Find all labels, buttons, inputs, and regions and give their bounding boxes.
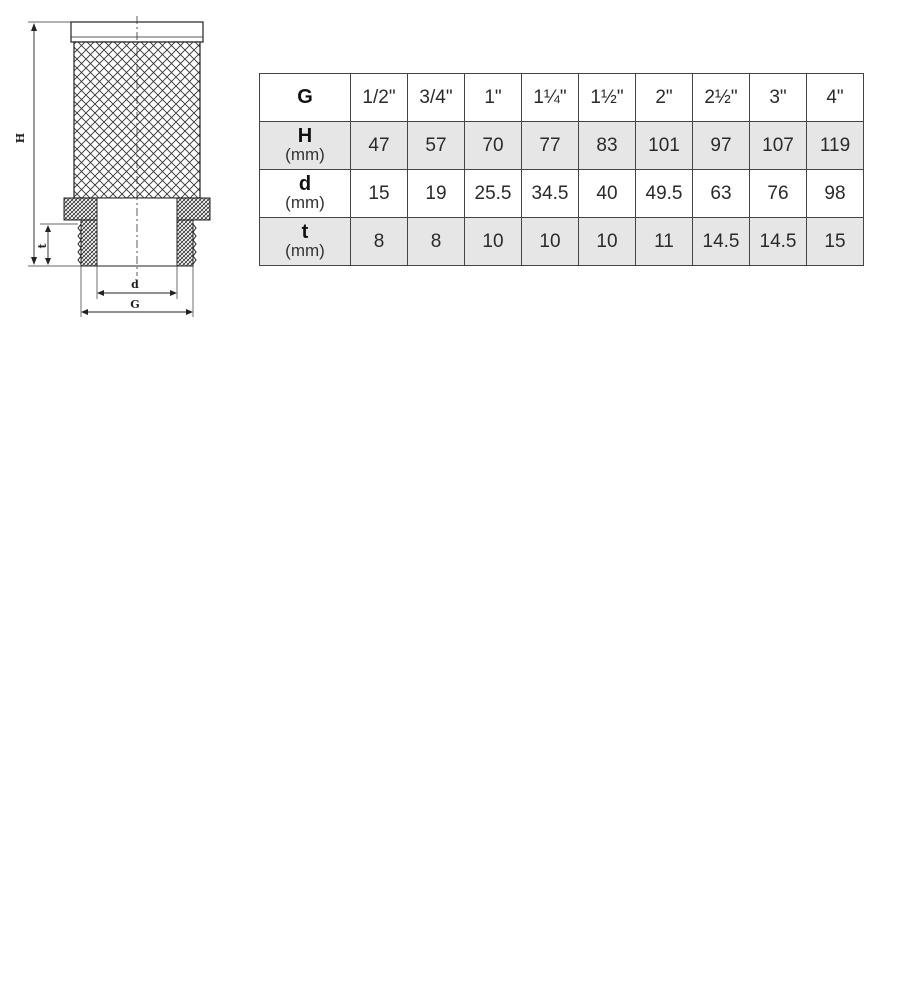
- table-row-thread-length: [260, 218, 864, 266]
- strainer-flange-right: [177, 198, 210, 220]
- table-cell: 1": [465, 74, 522, 122]
- thread-left: [81, 220, 97, 266]
- thread-size-header: G: [260, 74, 351, 122]
- table-cell: 10: [579, 218, 636, 266]
- table-cell: 14.5: [750, 218, 807, 266]
- table-cell: 76: [750, 170, 807, 218]
- dimensions-table: [259, 73, 864, 266]
- table-cell: 77: [522, 122, 579, 170]
- table-cell: 10: [465, 218, 522, 266]
- table-cell: 1½": [579, 74, 636, 122]
- table-cell: 11: [636, 218, 693, 266]
- row-header-height: H (mm): [260, 122, 351, 170]
- table-cell: 3/4": [408, 74, 465, 122]
- row-header-thread-length: t (mm): [260, 218, 351, 266]
- table-cell: 8: [351, 218, 408, 266]
- table-cell: 34.5: [522, 170, 579, 218]
- table-cell: 25.5: [465, 170, 522, 218]
- table-cell: 15: [351, 170, 408, 218]
- table-cell: 4": [807, 74, 864, 122]
- table-cell: 3": [750, 74, 807, 122]
- table-cell: 10: [522, 218, 579, 266]
- table-cell: 15: [807, 218, 864, 266]
- table-row-inner-diameter: [260, 170, 864, 218]
- table-cell: 119: [807, 122, 864, 170]
- table-cell: 70: [465, 122, 522, 170]
- table-cell: 98: [807, 170, 864, 218]
- table-header-row: [260, 74, 864, 122]
- table-cell: 19: [408, 170, 465, 218]
- table-cell: 63: [693, 170, 750, 218]
- thread-size-label: G: [130, 298, 140, 311]
- table-cell: 8: [408, 218, 465, 266]
- strainer-technical-drawing: [14, 14, 214, 319]
- table-cell: 1/2": [351, 74, 408, 122]
- table-cell: 83: [579, 122, 636, 170]
- thread-right: [177, 220, 193, 266]
- table-cell: 97: [693, 122, 750, 170]
- inner-diameter-label: d: [131, 278, 139, 291]
- table-cell: 14.5: [693, 218, 750, 266]
- table-cell: 107: [750, 122, 807, 170]
- table-cell: 101: [636, 122, 693, 170]
- table-cell: 47: [351, 122, 408, 170]
- table-cell: 2½": [693, 74, 750, 122]
- table-cell: 40: [579, 170, 636, 218]
- table-cell: 2": [636, 74, 693, 122]
- row-header-inner-diameter: d (mm): [260, 170, 351, 218]
- strainer-flange-left: [64, 198, 97, 220]
- table-cell: 49.5: [636, 170, 693, 218]
- thread-length-label: t: [36, 243, 49, 249]
- table-row-height: [260, 122, 864, 170]
- table-cell: 57: [408, 122, 465, 170]
- table-cell: 1¼": [522, 74, 579, 122]
- height-label: H: [14, 132, 27, 144]
